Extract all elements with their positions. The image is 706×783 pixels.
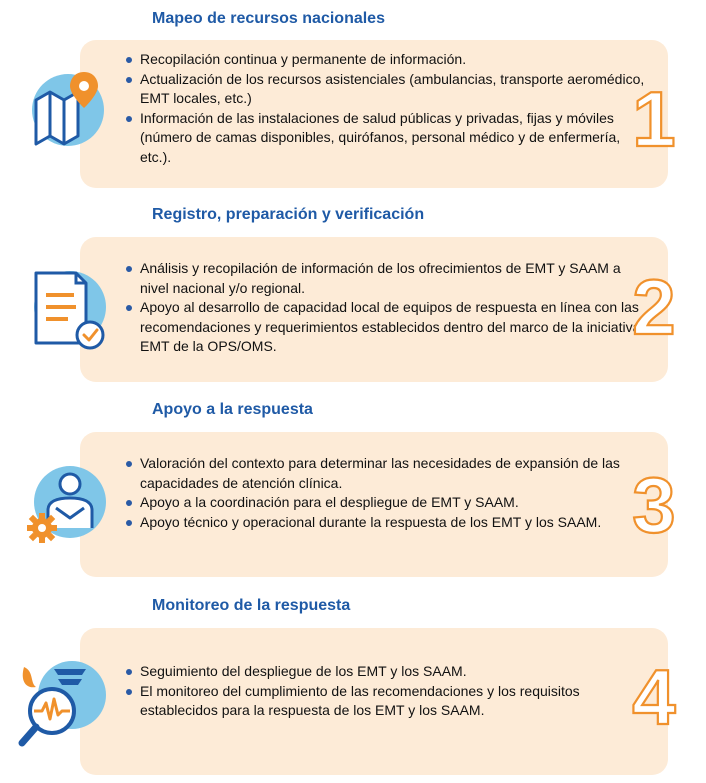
- document-check-icon: [22, 259, 114, 355]
- section-2: [0, 195, 706, 390]
- bullet: Análisis y recopilación de información de los ofrecimientos de EMT y SAAM a nivel nacional y/o regional.: [126, 259, 646, 298]
- section-1-title: Mapeo de recursos nacionales: [152, 10, 385, 27]
- section-2-title: Registro, preparación y verificación: [152, 206, 425, 223]
- section-1-bullets: [126, 50, 646, 168]
- section-4-title: Monitoreo de la respuesta: [152, 597, 351, 614]
- section-1: [0, 0, 706, 195]
- section-1-number: [624, 80, 684, 160]
- bullet: Actualización de los recursos asistenciales (ambulancias, transporte aeromédico, EMT locales, etc.): [126, 70, 646, 109]
- section-2-bullets: [126, 259, 646, 357]
- map-pin-icon: [22, 62, 112, 154]
- bullet: El monitoreo del cumplimiento de las recomendaciones y los requisitos establecidos para la respuesta de los EMT y los SAAM.: [126, 682, 646, 721]
- bullet: Apoyo técnico y operacional durante la respuesta de los EMT y los SAAM.: [126, 513, 646, 533]
- bullet: Valoración del contexto para determinar las necesidades de expansión de las capacidades de atención clínica.: [126, 454, 646, 493]
- section-4-number: [624, 658, 684, 738]
- bullet: Apoyo al desarrollo de capacidad local de equipos de respuesta en línea con las recomendaciones y requerimientos establecidos dentro del marco de la iniciativa EMT de la OPS/OMS.: [126, 298, 646, 357]
- person-gear-icon: [22, 456, 114, 552]
- bullet: Seguimiento del despliegue de los EMT y los SAAM.: [126, 662, 646, 682]
- number-3: 3: [632, 466, 676, 546]
- section-3: [0, 390, 706, 585]
- bullet: Recopilación continua y permanente de información.: [126, 50, 646, 70]
- section-3-title: Apoyo a la respuesta: [152, 401, 313, 418]
- bullet: Apoyo a la coordinación para el despliegue de EMT y SAAM.: [126, 493, 646, 513]
- number-1: 1: [632, 80, 676, 160]
- number-2: 2: [632, 268, 676, 348]
- section-3-bullets: [126, 454, 646, 532]
- section-2-number: [624, 268, 684, 348]
- section-4: [0, 585, 706, 783]
- section-4-bullets: [126, 662, 646, 721]
- number-4: 4: [632, 658, 676, 738]
- bullet: Información de las instalaciones de salud públicas y privadas, fijas y móviles (número de camas disponibles, quirófanos, personal médico y de enfermería, etc.).: [126, 109, 646, 168]
- section-3-number: [624, 466, 684, 546]
- magnifier-monitor-icon: [12, 647, 112, 757]
